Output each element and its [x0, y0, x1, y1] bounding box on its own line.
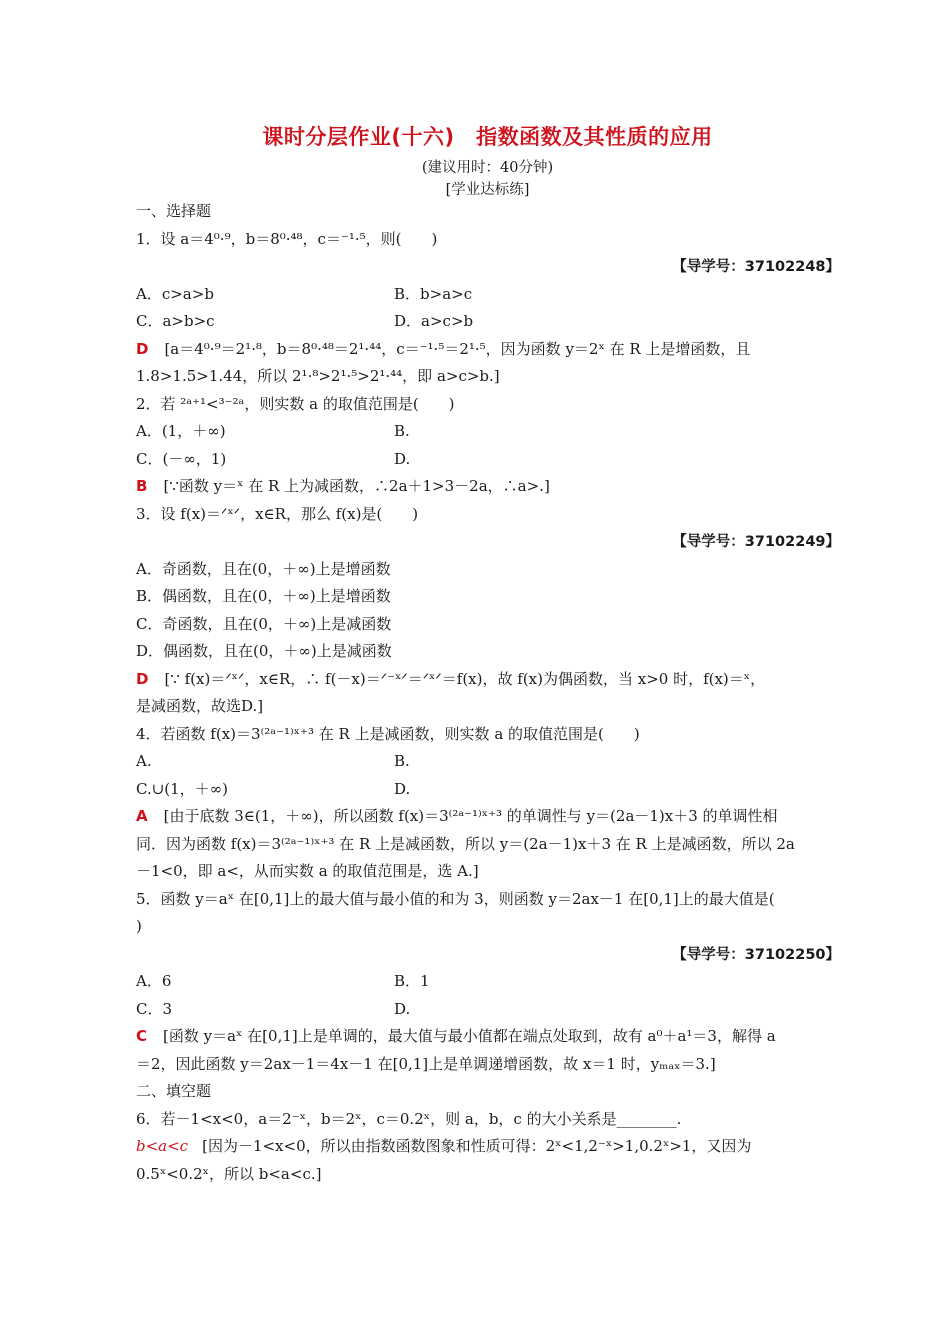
option-right: D.: [394, 449, 411, 468]
option-row: [136, 418, 840, 446]
option-left: C．a>b>c: [136, 312, 215, 330]
answer-line: [136, 803, 840, 831]
answer-mark: D: [136, 669, 149, 688]
suggested-time: (建议用时：40分钟): [421, 160, 554, 176]
option-left: C．(－∞，1): [136, 449, 227, 468]
answer-line: [136, 336, 840, 364]
answer-explanation: [由于底数 3∈(1，＋∞)，所以函数 f(x)＝3⁽²ᵃ⁻¹⁾ˣ⁺³ 的单调性与 y＝(2a－1)x＋3 的单调性相: [163, 807, 778, 825]
guide-number-line: [136, 253, 840, 281]
answer-line: [136, 666, 840, 694]
option-right: D．a>c>b: [394, 312, 474, 330]
answer-explanation: [函数 y＝aˣ 在[0,1]上是单调的，最大值与最小值都在端点处取到，故有 a⁰＋a¹＝3，解得 a: [163, 1027, 776, 1045]
answer-explanation: [因为－1<x<0，所以由指数函数图象和性质可得：2ˣ<1,2⁻ˣ>1,0.2ˣ>1，又因为: [202, 1137, 752, 1155]
answer-mark: C: [136, 1027, 148, 1045]
text-line: 1.8>1.5>1.44，所以 2¹·⁸>2¹·⁵>2¹·⁴⁴，即 a>c>b.]: [136, 367, 500, 385]
page-title: 课时分层作业(十六) 指数函数及其性质的应用: [262, 125, 713, 149]
guide-number-line: [136, 941, 840, 969]
guide-number: 【导学号：37102250】: [672, 946, 840, 963]
text-line: 同．因为函数 f(x)＝3⁽²ᵃ⁻¹⁾ˣ⁺³ 在 R 上是减函数，所以 y＝(2a－1)x＋3 在 R 上是减函数，所以 2a: [136, 834, 795, 853]
text-line: C．奇函数，且在(0，＋∞)上是减函数: [136, 614, 392, 633]
text-line: 1．设 a＝4⁰·⁹，b＝8⁰·⁴⁸，c＝⁻¹·⁵，则( ): [136, 229, 438, 248]
option-right: D.: [394, 779, 411, 798]
text-line: －1<0，即 a<，从而实数 a 的取值范围是，选 A.]: [136, 862, 479, 880]
section-heading: 二、填空题: [136, 1082, 212, 1100]
document-body: [136, 198, 840, 1188]
answer-line: [136, 1023, 840, 1051]
option-right: B.: [394, 422, 410, 440]
text-line: D．偶函数，且在(0，＋∞)上是减函数: [136, 642, 392, 660]
level-label: [学业达标练]: [445, 182, 530, 198]
option-right: B．1: [394, 972, 430, 990]
text-line: ): [136, 917, 142, 935]
option-row: [136, 308, 840, 336]
option-right: B．b>a>c: [394, 284, 473, 303]
guide-number-line: [136, 528, 840, 556]
text-line: 5．函数 y＝aˣ 在[0,1]上的最大值与最小值的和为 3，则函数 y＝2ax－1 在[0,1]上的最大值是(: [136, 889, 775, 908]
answer-mark: D: [136, 339, 149, 358]
option-row: [136, 281, 840, 309]
option-right: D.: [394, 999, 411, 1018]
text-line: 4．若函数 f(x)＝3⁽²ᵃ⁻¹⁾ˣ⁺³ 在 R 上是减函数，则实数 a 的取值范围是( ): [136, 724, 640, 743]
text-line: 3．设 f(x)＝ᐟˣᐟ，x∈R，那么 f(x)是( ): [136, 504, 419, 523]
option-row: [136, 776, 840, 804]
guide-number: 【导学号：37102248】: [672, 259, 840, 275]
answer-mark: A: [136, 807, 148, 825]
option-row: [136, 446, 840, 474]
text-line: A．奇函数，且在(0，＋∞)上是增函数: [136, 559, 391, 578]
answer-mark: B: [136, 477, 148, 495]
answer-line: [136, 1133, 840, 1161]
text-line: 6．若－1<x<0，a＝2⁻ˣ，b＝2ˣ，c＝0.2ˣ，则 a，b，c 的大小关系是________.: [136, 1109, 682, 1128]
option-row: [136, 996, 840, 1024]
text-line: 0.5ˣ<0.2ˣ，所以 b<a<c.]: [136, 1164, 322, 1183]
text-line: 2．若 ²ᵃ⁺¹<³⁻²ᵃ，则实数 a 的取值范围是( ): [136, 394, 455, 413]
option-left: A．(1，＋∞): [136, 422, 226, 440]
guide-number: 【导学号：37102249】: [672, 534, 840, 550]
answer-explanation: [∵ f(x)＝ᐟˣᐟ，x∈R，∴ f(－x)＝ᐟ⁻ˣᐟ＝ᐟˣᐟ＝f(x)，故 f(x)为偶函数，当 x>0 时，f(x)＝ˣ，: [164, 669, 766, 688]
text-line: B．偶函数，且在(0，＋∞)上是增函数: [136, 587, 391, 605]
text-line: 是减函数，故选D.]: [136, 697, 264, 715]
option-left: A.: [136, 752, 152, 770]
option-row: [136, 968, 840, 996]
answer-mark: b<a<c: [136, 1137, 189, 1155]
option-left: C.∪(1，＋∞): [136, 779, 229, 798]
option-left: A．6: [136, 972, 172, 990]
text-line: ＝2，因此函数 y＝2ax－1＝4x－1 在[0,1]上是单调递增函数，故 x＝1 时，yₘₐₓ＝3.]: [136, 1054, 716, 1073]
answer-explanation: [∵函数 y＝ˣ 在 R 上为减函数，∴2a＋1>3－2a，∴a>.]: [163, 477, 550, 495]
option-right: B.: [394, 752, 410, 770]
option-left: C．3: [136, 999, 173, 1018]
section-heading: 一、选择题: [136, 202, 212, 220]
option-row: [136, 748, 840, 776]
answer-line: [136, 473, 840, 501]
option-left: A．c>a>b: [136, 284, 214, 303]
answer-explanation: [a＝4⁰·⁹＝2¹·⁸，b＝8⁰·⁴⁸＝2¹·⁴⁴，c＝⁻¹·⁵＝2¹·⁵，因为函数 y＝2ˣ 在 R 上是增函数，且: [164, 339, 751, 358]
